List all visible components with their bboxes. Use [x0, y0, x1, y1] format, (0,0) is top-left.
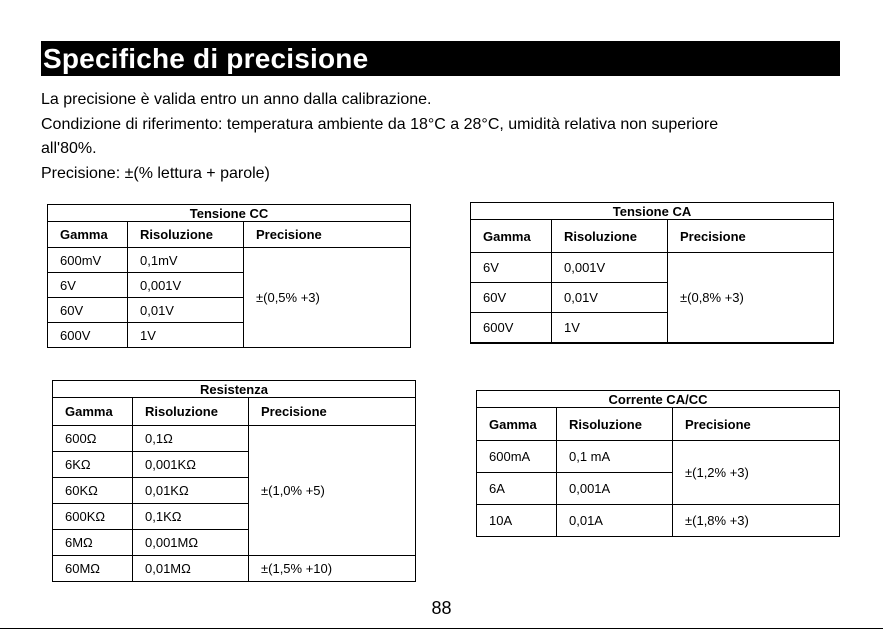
page-number: 88 — [431, 598, 452, 618]
resolution-cell: 1V — [128, 323, 244, 348]
resolution-cell: 0,001V — [552, 253, 668, 283]
table-row — [477, 441, 840, 473]
column-header-resolution: Risoluzione — [133, 398, 249, 426]
table-row — [471, 253, 834, 283]
column-header-range: Gamma — [477, 408, 557, 441]
column-header-resolution: Risoluzione — [128, 222, 244, 248]
range-cell: 10A — [477, 505, 557, 537]
precision-cell: ±(1,8% +3) — [673, 505, 840, 537]
range-cell: 600Ω — [53, 426, 133, 452]
intro-text — [41, 88, 841, 186]
resolution-cell: 1V — [552, 313, 668, 343]
resolution-cell: 0,001MΩ — [133, 530, 249, 556]
range-cell: 600mA — [477, 441, 557, 473]
page-title: Specifiche di precisione — [41, 41, 840, 76]
resolution-cell: 0,01KΩ — [133, 478, 249, 504]
column-header-resolution: Risoluzione — [552, 220, 668, 253]
column-header-range: Gamma — [471, 220, 552, 253]
range-cell: 6A — [477, 473, 557, 505]
precision-cell: ±(1,5% +10) — [249, 556, 416, 582]
resolution-cell: 0,001KΩ — [133, 452, 249, 478]
table-caption: Resistenza — [53, 381, 416, 398]
bottom-divider — [0, 628, 883, 629]
range-cell: 600mV — [48, 248, 128, 273]
column-header-precision: Precisione — [244, 222, 411, 248]
precision-cell: ±(1,0% +5) — [249, 426, 416, 556]
table-caption: Tensione CC — [48, 205, 411, 222]
column-header-precision: Precisione — [249, 398, 416, 426]
resolution-cell: 0,1mV — [128, 248, 244, 273]
table-tensione-cc — [47, 204, 411, 348]
resolution-cell: 0,01A — [557, 505, 673, 537]
range-cell: 60V — [48, 298, 128, 323]
precision-cell: ±(0,5% +3) — [244, 248, 411, 348]
table-row — [477, 505, 840, 537]
column-header-range: Gamma — [53, 398, 133, 426]
intro-line-validity: La precisione è valida entro un anno dalla calibrazione. — [41, 91, 432, 108]
resolution-cell: 0,1 mA — [557, 441, 673, 473]
column-header-precision: Precisione — [673, 408, 840, 441]
column-header-precision: Precisione — [668, 220, 834, 253]
resolution-cell: 0,001V — [128, 273, 244, 298]
range-cell: 60V — [471, 283, 552, 313]
range-cell: 600KΩ — [53, 504, 133, 530]
table-row — [48, 248, 411, 273]
table-tensione-ca — [470, 202, 834, 344]
resolution-cell: 0,001A — [557, 473, 673, 505]
column-header-range: Gamma — [48, 222, 128, 248]
table-resistenza — [52, 380, 416, 582]
table-corrente — [476, 390, 840, 537]
intro-line-formula: Precisione: ±(% lettura + parole) — [41, 164, 270, 182]
table-row — [53, 426, 416, 452]
precision-cell: ±(1,2% +3) — [673, 441, 840, 505]
range-cell: 60MΩ — [53, 556, 133, 582]
resolution-cell: 0,01V — [128, 298, 244, 323]
precision-cell: ±(0,8% +3) — [668, 253, 834, 343]
column-header-resolution: Risoluzione — [557, 408, 673, 441]
range-cell: 60KΩ — [53, 478, 133, 504]
table-caption: Corrente CA/CC — [477, 391, 840, 408]
resolution-cell: 0,01V — [552, 283, 668, 313]
table-caption: Tensione CA — [471, 203, 834, 220]
range-cell: 600V — [48, 323, 128, 348]
range-cell: 600V — [471, 313, 552, 343]
intro-line-conditions: Condizione di riferimento: temperatura ambiente da 18°C a 28°C, umidità relativa non superiore — [41, 115, 719, 133]
resolution-cell: 0,01MΩ — [133, 556, 249, 582]
resolution-cell: 0,1KΩ — [133, 504, 249, 530]
table-row — [53, 556, 416, 582]
resolution-cell: 0,1Ω — [133, 426, 249, 452]
intro-line-humidity: all'80%. — [41, 140, 97, 157]
range-cell: 6V — [471, 253, 552, 283]
range-cell: 6MΩ — [53, 530, 133, 556]
range-cell: 6KΩ — [53, 452, 133, 478]
range-cell: 6V — [48, 273, 128, 298]
